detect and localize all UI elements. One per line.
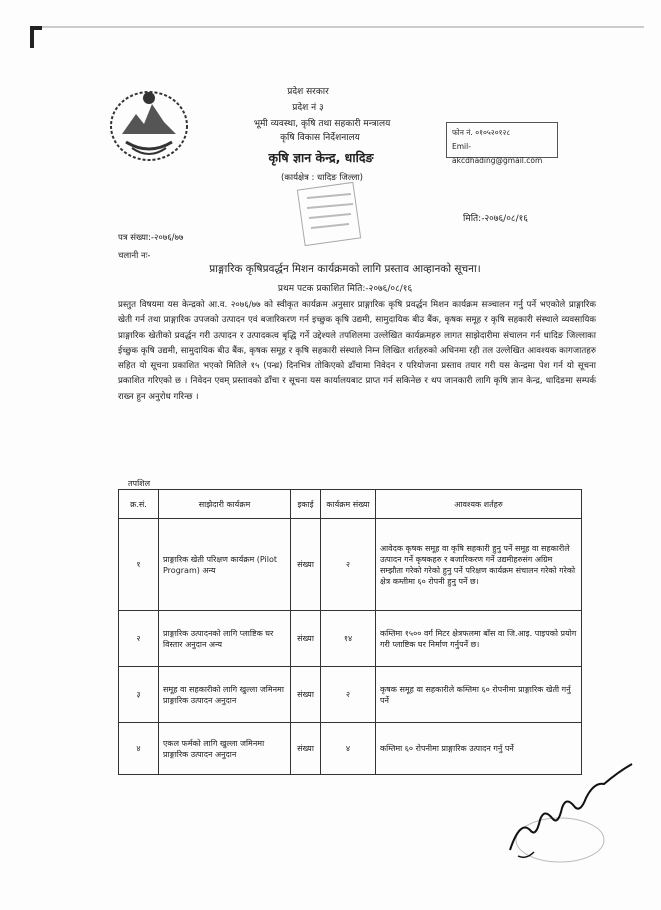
email-address: Emil-akcdhading@gmail.com [452, 142, 543, 165]
row-conditions: कम्तिमा ६० रोपनीमा प्राङ्गारिक उत्पादन गर्नु पर्ने [376, 723, 582, 775]
row-conditions: कम्तिमा १५०० वर्ग मिटर क्षेत्रफलमा बाँस वा जि.आइ. पाइपको प्रयोग गरी प्लाष्टिक घर निर्माण गर्नुपर्ने छ। [376, 611, 582, 667]
directorate-name: कृषि विकास निर्देशनालय [280, 133, 360, 143]
row-unit: संख्या [291, 723, 321, 775]
row-count: २ [321, 519, 376, 611]
row-unit: संख्या [291, 667, 321, 723]
program-table [118, 489, 582, 775]
ministry-name: भूमी व्यवस्था, कृषि तथा सहकारी मन्त्रालय [253, 119, 391, 129]
row-serial: १ [119, 519, 159, 611]
table-caption: तपशिल [128, 479, 151, 488]
district-scope: (कार्यक्षेत्र : धादिङ जिल्ला) [281, 173, 363, 183]
row-conditions: आवेदक कृषक समूह वा कृषि सहकारी हुनु पर्ने समूह वा सहकारीले उत्पादन गर्ने कृषकहरु र बजारिकरण गर्ने उद्यमीहरुसंग अग्रिम सम्झौता गरेको गरेको हुनु पर्ने परिक्षण कार्यक्रम संचालन गरेको गरेको क्षेत्र कम्तीमा ६० रोपनी हुनु पर्ने छ। [376, 519, 582, 611]
header-unit: इकाई [291, 490, 321, 519]
table-row [119, 519, 582, 611]
row-serial: ३ [119, 667, 159, 723]
notice-body: प्रस्तुत विषयमा यस केन्द्रको आ.व. २०७६/७७ को स्वीकृत कार्यक्रम अनुसार प्राङ्गारिक कृषि प्रवर्द्धन मिशन कार्यक्रम सञ्चालन गर्नु पर्ने भएकोले प्राङ्गारिक खेती गर्न तथा प्राङ्गारिक उपजको उत्पादन एवं बजारिकरण गर्न इच्छुक कृषि उद्यमी, सामुदायिक बीउ बैंक, कृषक समूह र कृषि सहकारी संस्थाले व्यवसायिक प्राङ्गारिक खेतीको प्रवर्द्धन गरी उत्पादन र उत्पादकत्व बृद्धि गर्ने उद्देश्यले तपशिलमा उल्लेखित कार्यक्रमहरु लागत साझेदारीमा संचालन गर्न धादिङ जिल्लाका ईच्छुक कृषि उद्यमी, सामुदायिक बीउ बैंक, कृषक समूह र कृषि सहकारी संस्थाले निम्न लिखित शर्तहरुको अधिनमा रही तल उल्लेखित आवश्यक कागजातहरु सहित यो सूचना प्रकाशित भएको मितिले १५ (पन्ध्र) दिनभित्र तोकिएको ढाँचामा निवेदन र परियोजना प्रस्ताव तयार गरी यस केन्द्रमा पेश गर्न यो सूचना प्रकाशित गरिएको छ । निवेदन एवम् प्रस्तावको ढाँचा र सूचना यस कार्यालयबाट प्राप्त गर्न सकिनेछ र थप जानकारी लागि कृषि ज्ञान केन्द्र, धादिङमा सम्पर्क राख्न हुन अनुरोध गरिन्छ । [118, 300, 596, 402]
row-unit: संख्या [291, 611, 321, 667]
dispatch-number: चलानी नः- [118, 251, 151, 261]
govt-name: प्रदेश सरकार [287, 87, 329, 97]
table-row [119, 611, 582, 667]
table-row [119, 667, 582, 723]
office-stamp [283, 178, 375, 246]
header-count: कार्यक्रम संख्या [321, 490, 376, 519]
government-seal [108, 86, 190, 164]
notice-subtitle: प्रथम पटक प्रकाशित मिति:-२०७६/०८/१६ [277, 284, 413, 294]
row-program: प्राङ्गारिक उत्पादनको लागि प्लाष्टिक घर विस्तार अनुदान अन्य [159, 611, 291, 667]
header-serial: क्र.सं. [119, 490, 159, 519]
row-serial: २ [119, 611, 159, 667]
row-program: एकल फर्मको लागि खुल्ला जमिनमा प्राङ्गारिक उत्पादन अनुदान [159, 723, 291, 775]
letter-date: मिति:-२०७६/०८/१६ [463, 214, 528, 224]
table-header-row [119, 490, 582, 519]
contact-box [446, 122, 558, 165]
row-conditions: कृषक समूह वा सहकारीले कम्तिमा ६० रोपनीमा प्राङ्गारिक खेती गर्नु पर्ने [376, 667, 582, 723]
province-name: प्रदेश नं ३ [292, 103, 324, 113]
letter-number: पत्र संख्या:-२०७६/७७ [118, 233, 184, 243]
header-program: साझेदारी कार्यक्रम [159, 490, 291, 519]
notice-title: प्राङ्गारिक कृषिप्रवर्द्धन मिशन कार्यक्रमको लागि प्रस्ताव आव्हानको सूचना। [209, 263, 481, 275]
row-program: प्राङ्गारिक खेती परिक्षण कार्यक्रम (Pilot Program) अन्य [159, 519, 291, 611]
page-edge-mark [28, 26, 648, 50]
row-count: २ [321, 667, 376, 723]
row-count: १४ [321, 611, 376, 667]
office-name: कृषि ज्ञान केन्द्र, धादिङ [268, 150, 374, 165]
signature [500, 760, 650, 870]
phone-number: फोन नं. ०१०५२०१२८ [452, 128, 511, 137]
row-count: ४ [321, 723, 376, 775]
row-program: समूह वा सहकारीको लागि खुल्ला जमिनमा प्राङ्गारिक उत्पादन अनुदान [159, 667, 291, 723]
header-conditions: आवश्यक शर्तहरु [376, 490, 582, 519]
row-unit: संख्या [291, 519, 321, 611]
row-serial: ४ [119, 723, 159, 775]
